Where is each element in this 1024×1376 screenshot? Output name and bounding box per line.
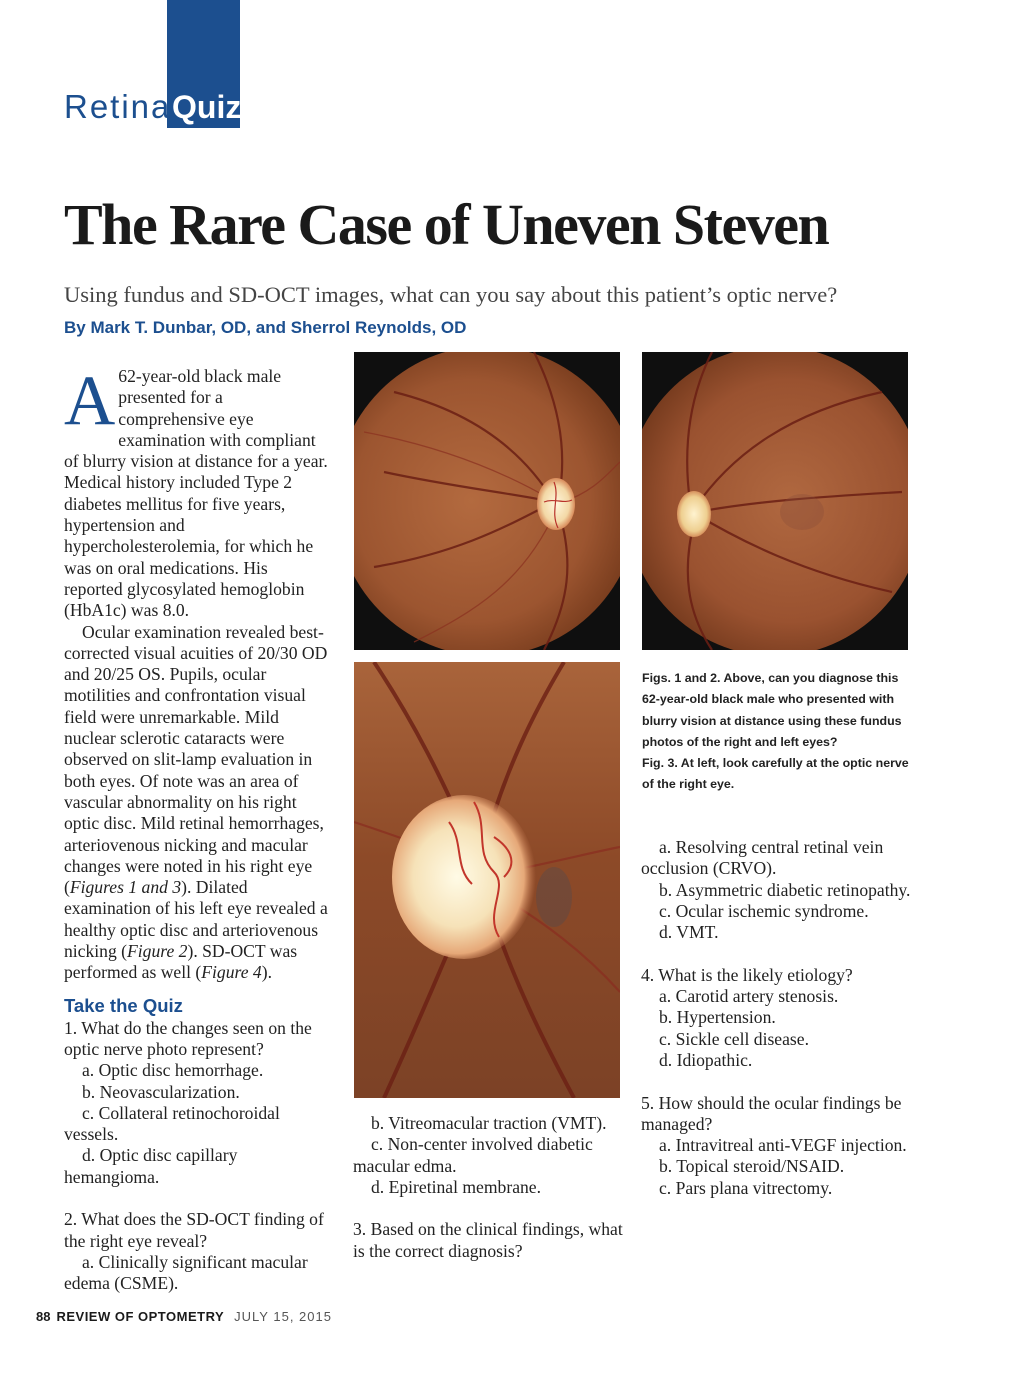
figure-ref: Figures 1 and 3 — [69, 877, 182, 898]
drop-cap: A — [64, 362, 116, 440]
answer-option: c. Pars plana vitrectomy. — [659, 1177, 833, 1198]
answer-option: b. Vitreomacular traction (VMT). — [371, 1113, 607, 1133]
answer-option: b. Topical steroid/NSAID. — [659, 1156, 845, 1177]
answer-option: a. Intravitreal anti-VEGF injection. — [659, 1135, 907, 1156]
answer-option: a. Clinically significant macular edema (CSME). — [64, 1251, 308, 1294]
article-subtitle: Using fundus and SD-OCT images, what can you say about this patient’s optic nerve? — [64, 282, 838, 307]
fundus-photo-right-eye — [354, 352, 620, 650]
answer-option: c. Non-center involved diabetic macular edma. — [353, 1134, 593, 1176]
optic-nerve-closeup — [354, 662, 620, 1098]
quiz-heading: Take the Quiz — [64, 994, 183, 1016]
answer-option: d. Idiopathic. — [659, 1049, 753, 1070]
intro-text: 62-year-old black male presented for a comprehensive eye examination with compliant of blurry vision at distance for a year. Medical history included Type 2 diabetes mellitus for five years, hypertension and hypercholesterolemia, for which he was on oral medications. His reported glycosylated hemoglobin (HbA1c) was 8.0. — [64, 366, 328, 621]
section-name: Retina — [64, 88, 172, 125]
section-highlight: Quiz — [172, 89, 242, 125]
answer-option: b. Hypertension. — [659, 1007, 776, 1028]
column-1 — [64, 362, 330, 1294]
answer-option: d. Epiretinal membrane. — [371, 1176, 542, 1197]
page-number: 88 — [36, 1309, 51, 1324]
intro-paragraph — [64, 362, 330, 622]
question-4: 4. What is the likely etiology? — [641, 964, 853, 985]
column-2 — [353, 1113, 625, 1262]
column-3 — [641, 837, 911, 1199]
exam-paragraph: Ocular examination revealed best-corrected visual acuities of 20/30 OD and 20/25 OS. Pupils, ocular motilities and confrontation visual field were unremarkable. Mild nuclear sclerotic cataracts were observed on slit-lamp evaluation in both eyes. Of note was an area of vascular abnormality on his right optic disc. Mild retinal hemorrhages, arteriovenous nicking and macular changes were noted in his right eye (Figures 1 and 3). Dilated examination of his left eye revealed a healthy optic disc and arteriovenous nicking (Figure 2). SD-OCT was performed as well (Figure 4). — [64, 621, 328, 983]
publication-name: REVIEW OF OPTOMETRY — [56, 1309, 225, 1324]
answer-option: d. Optic disc capillary hemangioma. — [64, 1145, 238, 1187]
issue-date: JULY 15, 2015 — [234, 1309, 332, 1324]
fundus-photo-left-eye — [642, 352, 908, 650]
section-label — [64, 86, 242, 128]
question-1: 1. What do the changes seen on the optic nerve photo represent? — [64, 1017, 312, 1059]
caption-fig-3: Fig. 3. At left, look carefully at the optic nerve of the right eye. — [642, 756, 909, 792]
answer-option: a. Resolving central retinal vein occlusion (CRVO). — [641, 837, 884, 879]
figure-ref: Figure 4 — [201, 962, 262, 983]
answer-option: a. Carotid artery stenosis. — [659, 986, 839, 1007]
question-5: 5. How should the ocular findings be managed? — [641, 1092, 902, 1134]
question-2: 2. What does the SD-OCT finding of the right eye reveal? — [64, 1209, 324, 1251]
question-3: 3. Based on the clinical findings, what is the correct diagnosis? — [353, 1219, 623, 1261]
article-byline: By Mark T. Dunbar, OD, and Sherrol Reynolds, OD — [64, 318, 467, 337]
caption-figs-1-2: Figs. 1 and 2. Above, can you diagnose this 62-year-old black male who presented with blurry vision at distance using these fundus photos of the right and left eyes? — [642, 671, 902, 749]
answer-option: c. Collateral retinochoroidal vessels. — [64, 1102, 280, 1145]
page-footer — [36, 1307, 332, 1327]
figure-caption — [642, 668, 912, 796]
article-title: The Rare Case of Uneven Steven — [64, 192, 829, 257]
answer-option: d. VMT. — [659, 922, 719, 943]
figure-ref: Figure 2 — [127, 941, 188, 962]
answer-option: a. Optic disc hemorrhage. — [82, 1060, 264, 1081]
answer-option: c. Ocular ischemic syndrome. — [659, 900, 869, 921]
answer-option: b. Neovascularization. — [82, 1081, 240, 1102]
answer-option: b. Asymmetric diabetic retinopathy. — [659, 879, 911, 900]
answer-option: c. Sickle cell disease. — [659, 1028, 809, 1049]
